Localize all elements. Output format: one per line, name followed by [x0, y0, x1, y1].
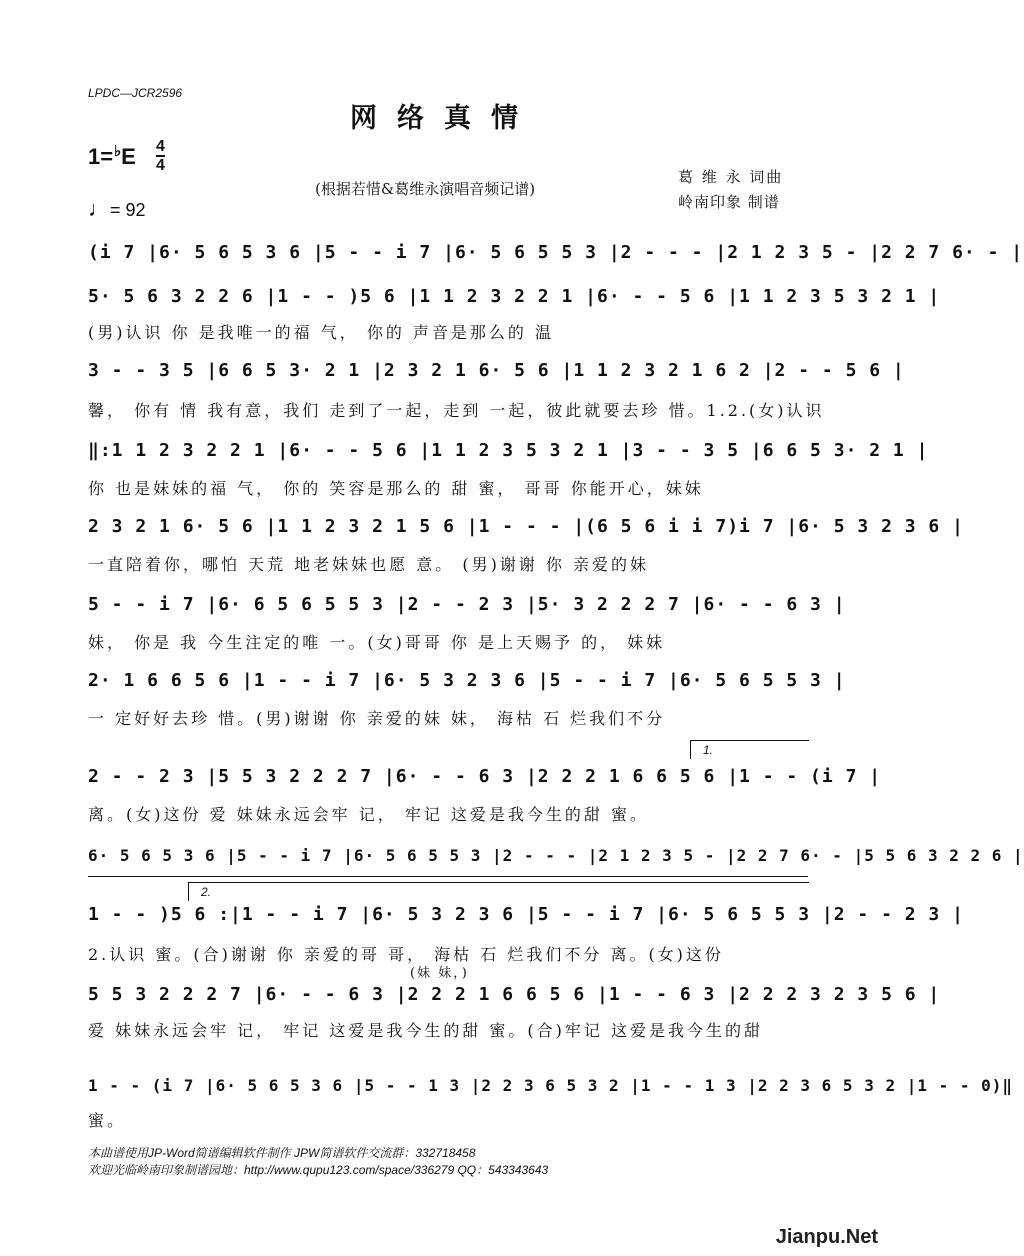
quarter-note-icon: ♩: [88, 196, 110, 221]
notation-line-2: 5· 5 6 3 2 2 6 |1 - - )5 6 |1 1 2 3 2 2 1 |6· - - 5 6 |1 1 2 3 5 3 2 1 |: [88, 286, 941, 307]
key-letter: E: [121, 144, 136, 169]
lyric-line-4: 你 也是妹妹的福 气， 你的 笑容是那么的 甜 蜜， 哥哥 你能开心，妹妹: [88, 479, 704, 498]
lyric-line-10: 2.认识 蜜。(合)谢谢 你 亲爱的哥 哥， 海枯 石 烂我们不分 离。(女)这份: [88, 945, 724, 964]
credit-lyrics-music: 葛 维 永 词曲: [678, 168, 784, 186]
notation-line-12: 1 - - (i 7 |6· 5 6 5 3 6 |5 - - 1 3 |2 2 3 6 5 3 2 |1 - - 1 3 |2 2 3 6 5 3 2 |1 - - 0)‖: [88, 1076, 1014, 1095]
flat-icon: ♭: [114, 143, 122, 160]
volta-2-label: 2.: [201, 885, 212, 899]
key-prefix: 1=: [88, 144, 114, 169]
lyric-line-5: 一直陪着你，哪怕 天荒 地老妹妹也愿 意。 (男)谢谢 你 亲爱的妹: [88, 555, 650, 574]
lyric-line-6: 妹， 你是 我 今生注定的唯 一。(女)哥哥 你 是上天赐予 的， 妹妹: [88, 633, 666, 652]
notation-line-11: 5 5 3 2 2 2 7 |6· - - 6 3 |2 2 2 1 6 6 5 6 |1 - - 6 3 |2 2 2 3 2 3 5 6 |: [88, 984, 941, 1005]
notation-line-4: ‖:1 1 2 3 2 2 1 |6· - - 5 6 |1 1 2 3 5 3 2 1 |3 - - 3 5 |6 6 5 3· 2 1 |: [88, 440, 929, 461]
key-signature: [88, 142, 136, 170]
time-signature: [156, 138, 165, 174]
notation-line-3: 3 - - 3 5 |6 6 5 3· 2 1 |2 3 2 1 6· 5 6 |1 1 2 3 2 1 6 2 |2 - - 5 6 |: [88, 360, 905, 381]
notation-line-8: 2 - - 2 3 |5 5 3 2 2 2 7 |6· - - 6 3 |2 2 2 1 6 6 5 6 |1 - - (i 7 |: [88, 766, 882, 787]
notation-line-5: 2 3 2 1 6· 5 6 |1 1 2 3 2 1 5 6 |1 - - - |(6 5 6 i i 7)i 7 |6· 5 3 2 3 6 |: [88, 516, 964, 537]
lyric-line-3: 馨， 你有 情 我有意，我们 走到了一起，走到 一起，彼此就要去珍 惜。1.2.(女)认识: [88, 401, 825, 420]
alternate-lyric: (妹 妹，): [410, 966, 469, 981]
notation-line-6: 5 - - i 7 |6· 6 5 6 5 5 3 |2 - - 2 3 |5· 3 2 2 2 7 |6· - - 6 3 |: [88, 594, 846, 615]
subtitle: (根据若惜&葛维永演唱音频记谱): [315, 180, 536, 198]
volta-bracket-1: [690, 740, 809, 759]
site-watermark: Jianpu.Net: [775, 1226, 878, 1248]
notation-line-1: (i 7 |6· 5 6 5 3 6 |5 - - i 7 |6· 5 6 5 5 3 |2 - - - |2 1 2 3 5 - |2 2 7 6· - |: [88, 242, 1024, 263]
volta-1-extension-line: [88, 876, 808, 877]
volta-1-label: 1.: [703, 743, 714, 757]
lyric-line-12: 蜜。: [88, 1111, 127, 1130]
volta-bracket-2: [188, 882, 809, 901]
lyric-line-11: 爱 妹妹永远会牢 记， 牢记 这爱是我今生的甜 蜜。(合)牢记 这爱是我今生的甜: [88, 1021, 764, 1040]
song-title: 网络真情: [350, 103, 538, 134]
credit-notation: 岭南印象 制谱: [678, 193, 780, 211]
lyric-line-8: 离。(女)这份 爱 妹妹永远会牢 记， 牢记 这爱是我今生的甜 蜜。: [88, 805, 650, 824]
notation-line-9: 6· 5 6 5 3 6 |5 - - i 7 |6· 5 6 5 5 3 |2 - - - |2 1 2 3 5 - |2 2 7 6· - |5 5 6 3 2 2 6 |: [88, 846, 1024, 865]
document-code: LPDC—JCR2596: [88, 86, 183, 100]
notation-line-7: 2· 1 6 6 5 6 |1 - - i 7 |6· 5 3 2 3 6 |5 - - i 7 |6· 5 6 5 5 3 |: [88, 670, 846, 691]
tempo-value: = 92: [110, 200, 146, 220]
footer-software-note: 本曲谱使用JP-Word简谱编辑软件制作 JPW简谱软件交流群：332718458: [88, 1146, 476, 1160]
notation-line-10: 1 - - )5 6 :|1 - - i 7 |6· 5 3 2 3 6 |5 - - i 7 |6· 5 6 5 5 3 |2 - - 2 3 |: [88, 904, 964, 925]
tempo-marking: [88, 196, 146, 222]
time-numerator: 4: [156, 138, 165, 155]
footer-website-note: 欢迎光临岭南印象制谱园地：http://www.qupu123.com/space/336279 QQ：543343643: [88, 1163, 549, 1177]
lyric-line-7: 一 定好好去珍 惜。(男)谢谢 你 亲爱的妹 妹， 海枯 石 烂我们不分: [88, 709, 666, 728]
time-denominator: 4: [156, 157, 165, 174]
lyric-line-2: (男)认识 你 是我唯一的福 气， 你的 声音是那么的 温: [88, 323, 555, 342]
